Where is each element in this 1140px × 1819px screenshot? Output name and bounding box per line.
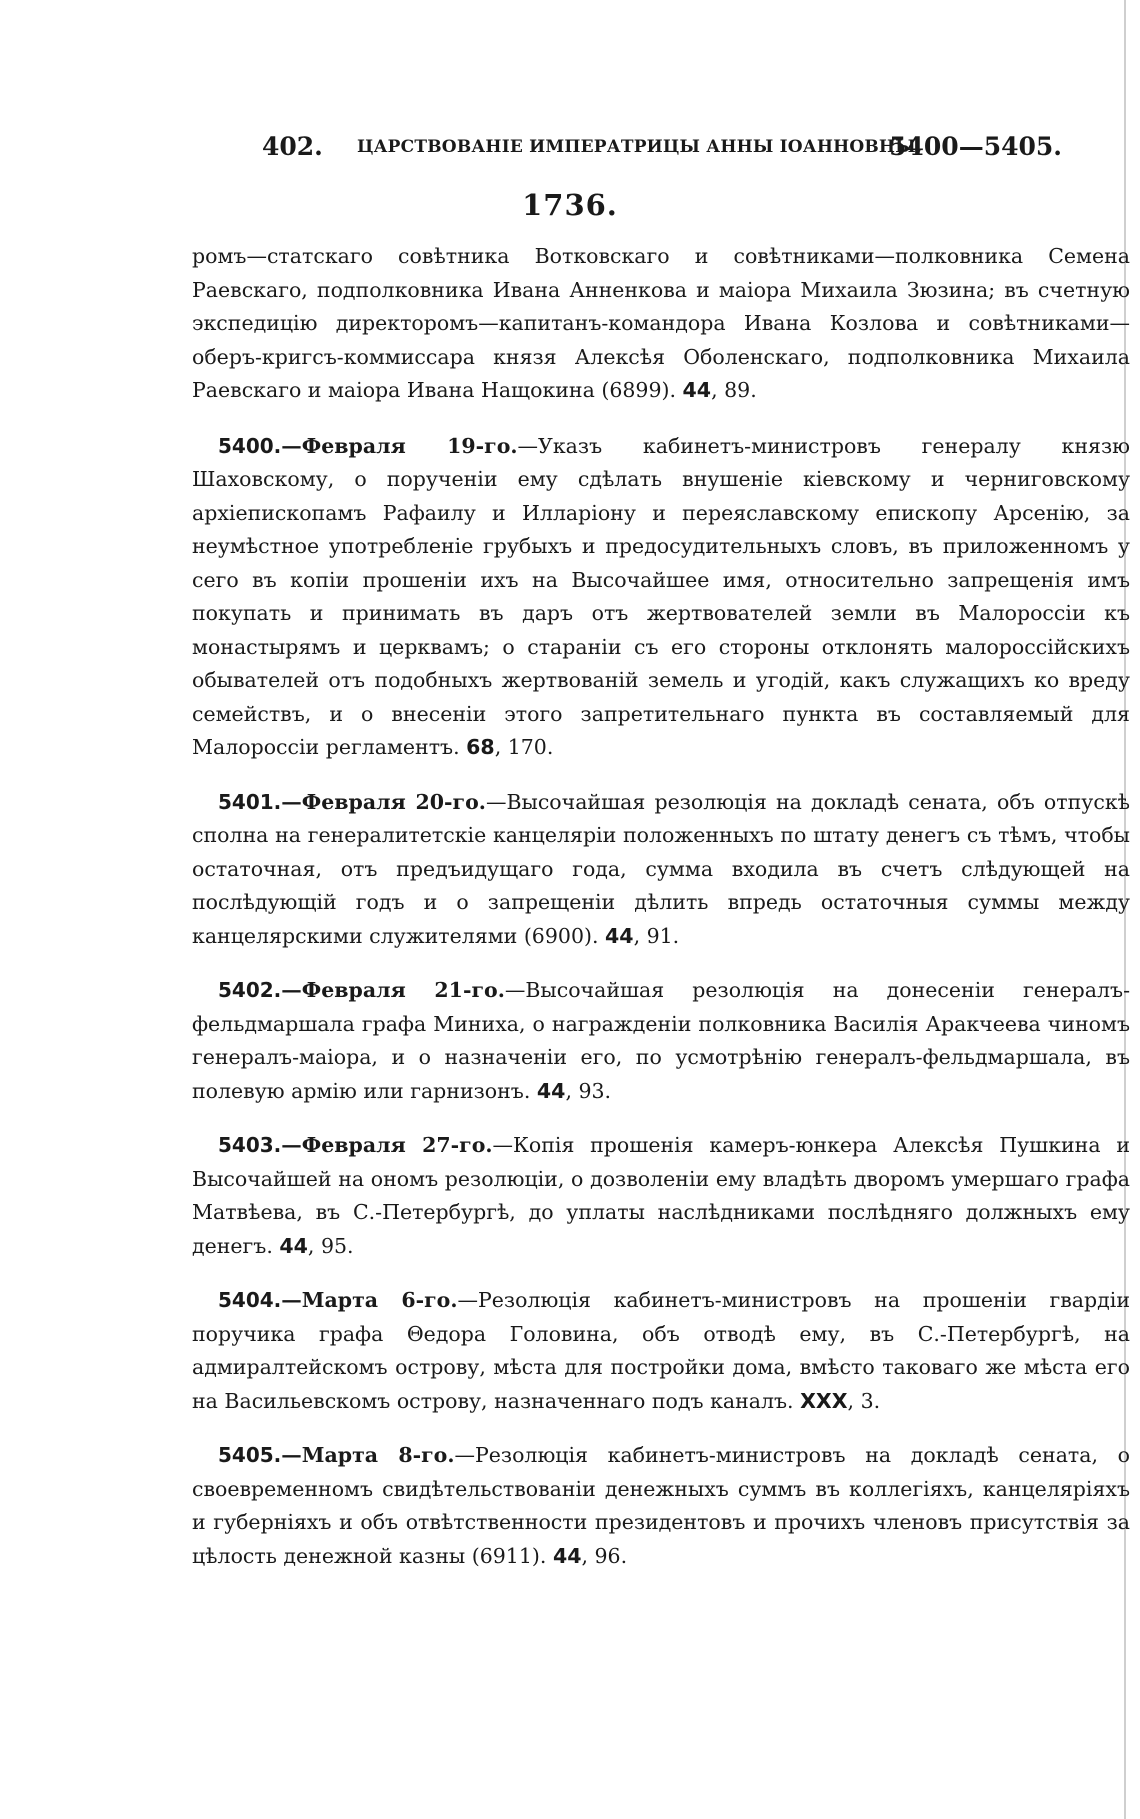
volume-reference: 44: [605, 923, 634, 948]
page-reference: , 170.: [494, 735, 554, 759]
entry-number: 5404.: [218, 1288, 282, 1312]
entry-text: —Указъ кабинетъ-министровъ генералу князю Шаховскому, о порученiи ему сдѣлать внушенiе кiевскому и черниговскому архiепископамъ Рафаилу и Илларiону и переяславскому епископу Арсенiю, за неумѣстное употребленiе грубыхъ и предосудительныхъ словъ, въ приложенномъ у сего въ копiи прошенiи ихъ на Высочайшее имя, относительно запрещенiя имъ покупать и принимать въ даръ отъ жертвователей земли въ Малороссiи къ монастырямъ и церквамъ; о старанiи съ его стороны отклонять малороссiйскихъ обывателей отъ подобныхъ жертвованiй земель и угодiй, какъ служащихъ ко вреду семействъ, и о внесенiи этого запретительнаго пункта въ составляемый для Малороссiи регламентъ.: [192, 433, 1130, 759]
entry-date: —Марта 8-го.: [281, 1443, 455, 1467]
entry-number: 5405.: [218, 1443, 282, 1467]
entry-date: —Февраля 19-го.: [281, 433, 518, 458]
continuation-paragraph: [192, 240, 1130, 408]
entry-text: —Высочайшая резолюцiя на докладѣ сената, объ отпускѣ сполна на генералитетскiе канцелярiи положенныхъ по штату денегъ съ тѣмъ, чтобы остаточная, отъ предъидущаго года, сумма входила въ счетъ слѣдующей на послѣдующiй годъ и о запрещенiи дѣлить впредь остаточныя суммы между канцелярскими служителями (6900).: [192, 789, 1130, 948]
page-reference: , 95.: [307, 1233, 354, 1258]
entry-paragraph: [192, 1129, 1130, 1263]
page-header: [262, 132, 1062, 172]
page-number: 402.: [262, 132, 323, 161]
entry-date: —Февраля 20-го.: [281, 789, 486, 814]
volume-reference: 44: [536, 1078, 566, 1103]
continuation-text: ромъ—статскаго совѣтника Вотковскаго и совѣтниками—полковника Семена Раевскаго, подполковника Ивана Анненкова и маiора Михаила Зюзина; въ счетную экспедицiю директоромъ—капитанъ-командора Ивана Козлова и совѣтниками—оберъ-кригсъ-коммиссара князя Алексѣя Оболенскаго, подполковника Михаила Раевскаго и маiора Ивана Нащокина (6899).: [192, 244, 1130, 402]
entry-paragraph: [192, 1439, 1130, 1573]
volume-reference: 44: [682, 378, 712, 402]
page-reference: , 93.: [565, 1078, 612, 1103]
volume-reference: 44: [552, 1543, 582, 1568]
page-reference: , 3.: [847, 1388, 881, 1413]
volume-reference: 44: [279, 1233, 308, 1258]
entry-paragraph: [192, 974, 1130, 1108]
entry-date: —Февраля 27-го.: [281, 1133, 493, 1157]
entry-text: —Высочайшая резолюцiя на донесенiи генералъ-фельдмаршала графа Миниха, о награжденiи полковника Василiя Аракчеева чиномъ генералъ-маiора, и о назначенiи его, по усмотрѣнiю генералъ-фельдмаршала, въ полевую армiю или гарнизонъ.: [192, 978, 1131, 1103]
entry-paragraph: [192, 786, 1130, 954]
body-text: [192, 240, 1130, 1594]
entry-text: —Копiя прошенiя камеръ-юнкера Алексѣя Пушкина и Высочайшей на ономъ резолюцiи, о дозволенiи ему владѣть дворомъ умершаго графа Матвѣева, въ С.-Петербургѣ, до уплаты наслѣдниками послѣдняго должныхъ ему денегъ.: [192, 1133, 1130, 1258]
volume-reference: XXX: [800, 1388, 848, 1413]
entry-date: —Марта 6-го.: [281, 1288, 458, 1312]
entry-text: —Резолюцiя кабинетъ-министровъ на докладѣ сената, о своевременномъ свидѣтельствованiи денежныхъ суммъ въ коллегiяхъ, канцелярiяхъ и губернiяхъ и объ отвѣтственности президентовъ и прочихъ членовъ присутствiя за цѣлость денежной казны (6911).: [192, 1443, 1130, 1568]
year-heading: 1736.: [522, 188, 618, 222]
entry-range: 5400—5405.: [889, 132, 1062, 161]
page-reference: , 91.: [633, 923, 680, 948]
running-title: ЦАРСТВОВАНIЕ ИМПЕРАТРИЦЫ АННЫ IОАННОВНЫ.: [357, 137, 922, 157]
entry-paragraph: [192, 430, 1130, 765]
entry-paragraph: [192, 1284, 1130, 1418]
page-reference: , 96.: [581, 1543, 628, 1568]
entry-number: 5401.: [218, 789, 282, 814]
entry-number: 5403.: [218, 1133, 282, 1157]
entry-text: —Резолюцiя кабинетъ-министровъ на прошенiи гвардiи поручика графа Θедора Головина, объ отводѣ ему, въ С.-Петербургѣ, на адмиралтейскомъ острову, мѣста для постройки дома, вмѣсто таковаго же мѣста его на Васильевскомъ острову, назначеннаго подъ каналъ.: [192, 1288, 1130, 1413]
page-reference: , 89.: [711, 378, 757, 402]
volume-reference: 68: [466, 735, 495, 759]
entry-number: 5400.: [218, 433, 282, 458]
entry-date: —Февраля 21-го.: [281, 978, 505, 1002]
entry-number: 5402.: [218, 978, 282, 1002]
